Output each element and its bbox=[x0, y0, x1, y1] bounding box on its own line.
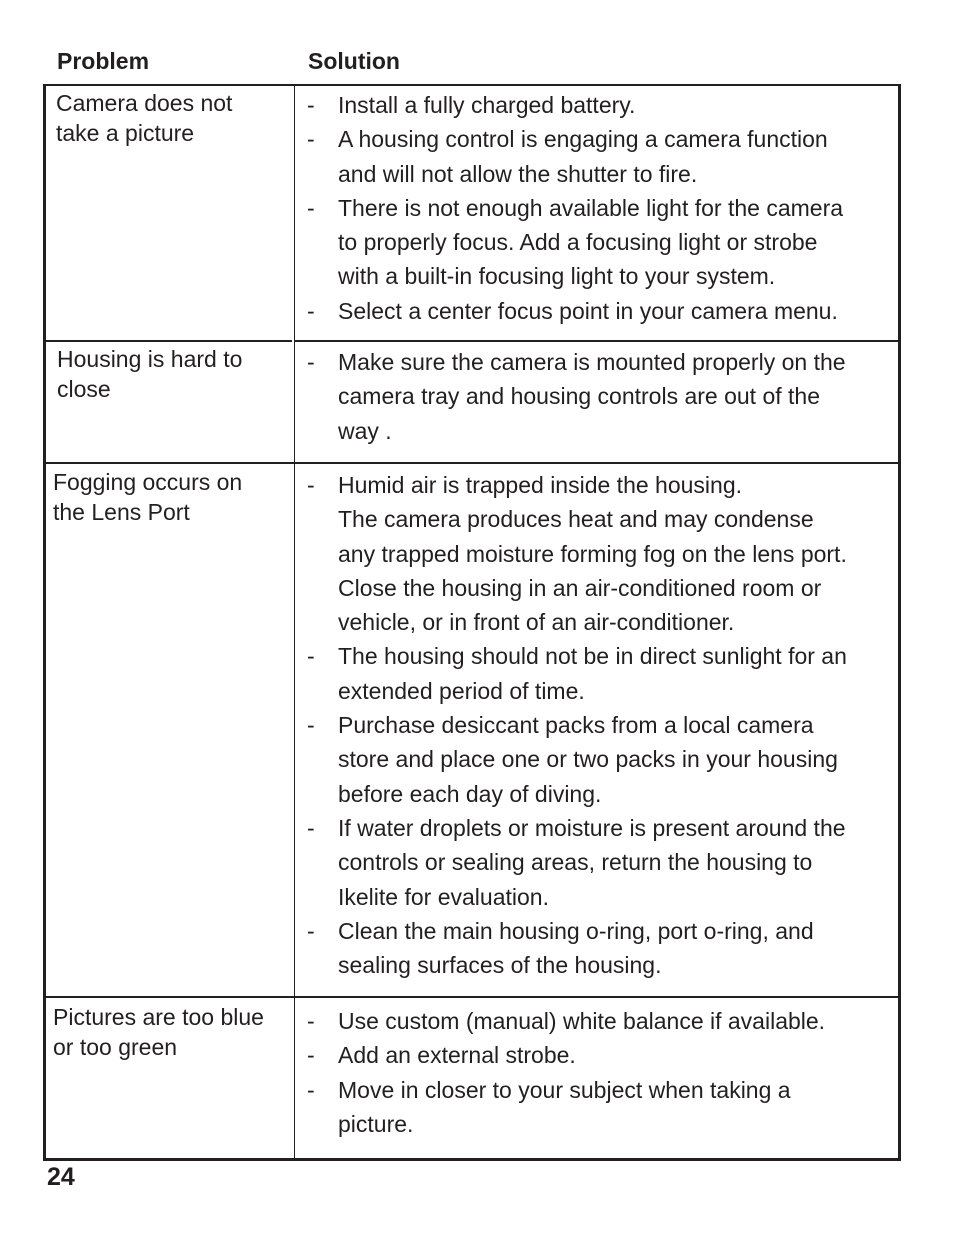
solution-line: Ikelite for evaluation. bbox=[338, 883, 549, 910]
solution-line: Make sure the camera is mounted properly on the bbox=[338, 349, 846, 375]
solution-line: way . bbox=[338, 417, 392, 444]
solution-item bbox=[307, 1004, 907, 1038]
dash-bullet: - bbox=[307, 472, 315, 498]
dash-bullet: - bbox=[307, 126, 315, 153]
solution-line: camera tray and housing controls are out of the bbox=[338, 383, 821, 410]
solution-cell bbox=[307, 345, 907, 448]
problem-cell bbox=[53, 1002, 289, 1062]
solution-line: Select a center focus point in your camera menu. bbox=[338, 297, 838, 324]
solution-item bbox=[307, 122, 907, 191]
solution-item bbox=[307, 1038, 907, 1072]
solution-item bbox=[307, 708, 907, 811]
dash-bullet: - bbox=[307, 643, 315, 670]
dash-bullet: - bbox=[307, 297, 315, 324]
dash-bullet: - bbox=[307, 917, 315, 944]
problem-cell bbox=[56, 88, 292, 148]
dash-bullet: - bbox=[307, 814, 315, 841]
row-divider bbox=[46, 340, 292, 342]
row-divider bbox=[46, 462, 899, 464]
solution-cell bbox=[307, 1004, 907, 1141]
page-number: 24 bbox=[47, 1163, 75, 1191]
solution-line: Install a fully charged battery. bbox=[338, 92, 636, 118]
solution-line: any trapped moisture forming fog on the lens port. bbox=[338, 540, 847, 567]
solution-line: Purchase desiccant packs from a local camera bbox=[338, 712, 814, 739]
solution-line: vehicle, or in front of an air-conditioner. bbox=[338, 609, 735, 636]
solution-line: with a built-in focusing light to your system. bbox=[338, 263, 776, 290]
solution-line: Add an external strobe. bbox=[338, 1042, 576, 1069]
solution-line: Move in closer to your subject when taking a bbox=[338, 1076, 791, 1103]
problem-line: Fogging occurs on bbox=[53, 469, 243, 495]
dash-bullet: - bbox=[307, 1042, 315, 1069]
solution-cell bbox=[307, 468, 907, 982]
problem-line: Camera does not bbox=[56, 90, 233, 116]
problem-line: Housing is hard to bbox=[57, 346, 243, 372]
solution-line: controls or sealing areas, return the housing to bbox=[338, 849, 813, 876]
solution-line: There is not enough available light for the camera bbox=[338, 194, 844, 221]
solution-line: store and place one or two packs in your housing bbox=[338, 746, 838, 773]
solution-line: sealing surfaces of the housing. bbox=[338, 952, 662, 979]
solution-item bbox=[307, 345, 907, 448]
solution-line: picture. bbox=[338, 1110, 414, 1137]
solution-item bbox=[307, 811, 907, 914]
dash-bullet: - bbox=[307, 1008, 315, 1034]
row-divider bbox=[46, 996, 899, 998]
row-divider bbox=[295, 340, 899, 342]
solution-line: and will not allow the shutter to fire. bbox=[338, 160, 698, 187]
solution-line: Humid air is trapped inside the housing. bbox=[338, 472, 743, 498]
problem-column-header: Problem bbox=[57, 48, 150, 74]
dash-bullet: - bbox=[307, 712, 315, 739]
problem-cell bbox=[57, 344, 293, 404]
dash-bullet: - bbox=[307, 92, 315, 118]
problem-line: or too green bbox=[53, 1034, 178, 1060]
solution-line: A housing control is engaging a camera function bbox=[338, 126, 828, 153]
solution-line: The camera produces heat and may condense bbox=[338, 506, 814, 533]
solution-item bbox=[307, 88, 907, 122]
dash-bullet: - bbox=[307, 194, 315, 221]
solution-line: to properly focus. Add a focusing light or strobe bbox=[338, 229, 818, 256]
solution-line: The housing should not be in direct sunlight for an bbox=[338, 643, 847, 670]
solution-line: before each day of diving. bbox=[338, 780, 602, 807]
problem-line: the Lens Port bbox=[53, 499, 190, 525]
problem-cell bbox=[53, 467, 289, 527]
solution-item bbox=[307, 468, 907, 639]
solution-line: Clean the main housing o-ring, port o-ring, and bbox=[338, 917, 814, 944]
solution-item bbox=[307, 914, 907, 983]
solution-line: Close the housing in an air-conditioned room or bbox=[338, 574, 822, 601]
solution-cell bbox=[307, 88, 907, 328]
solution-item bbox=[307, 294, 907, 328]
dash-bullet: - bbox=[307, 1076, 315, 1103]
solution-item bbox=[307, 1073, 907, 1142]
problem-line: take a picture bbox=[56, 120, 195, 146]
solution-item bbox=[307, 191, 907, 294]
dash-bullet: - bbox=[307, 349, 315, 375]
solution-item bbox=[307, 639, 907, 708]
problem-line: Pictures are too blue bbox=[53, 1004, 264, 1030]
solution-line: Use custom (manual) white balance if available. bbox=[338, 1008, 826, 1034]
troubleshooting-table bbox=[43, 84, 901, 1161]
solution-line: If water droplets or moisture is present around the bbox=[338, 814, 846, 841]
solution-column-header: Solution bbox=[308, 48, 400, 74]
problem-line: close bbox=[57, 376, 111, 402]
solution-line: extended period of time. bbox=[338, 677, 585, 704]
